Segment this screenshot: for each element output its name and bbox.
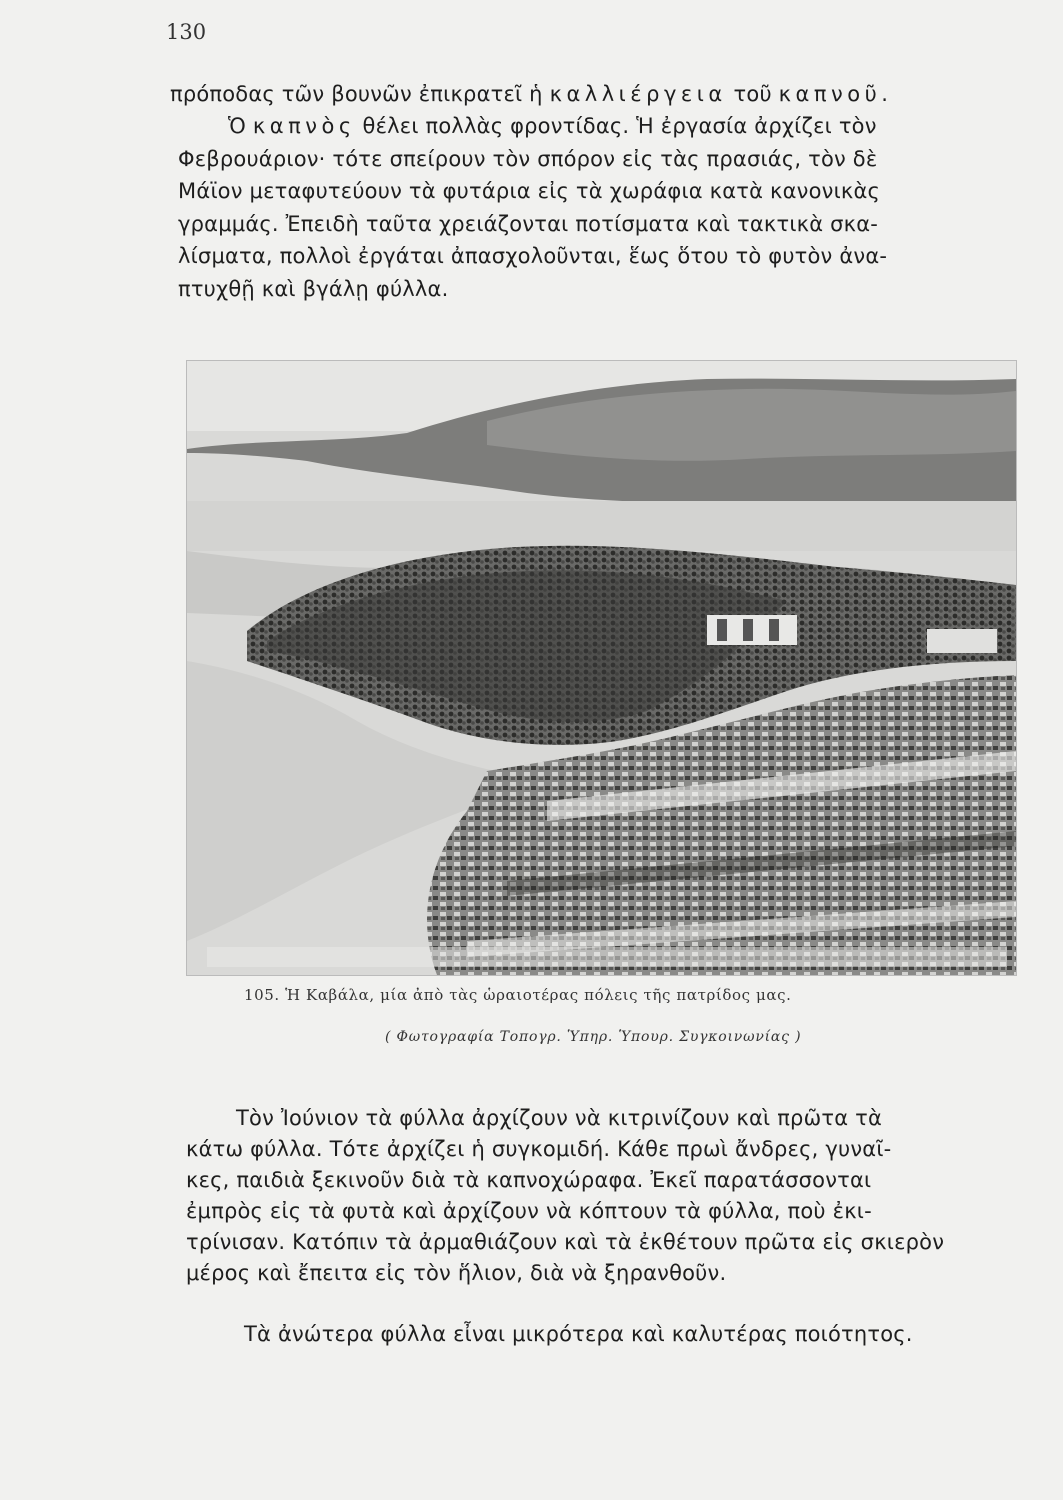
paragraph-quality <box>244 1318 913 1351</box>
text-line: κες, παιδιὰ ξεκινοῦν διὰ τὰ καπνοχώραφα. Ἐκεῖ παρατάσσονται <box>186 1168 872 1192</box>
paragraph-harvest <box>186 1103 944 1289</box>
text-line: πτυχθῇ καὶ βγάλῃ φύλλα. <box>178 276 449 301</box>
text-line: Μάϊον μεταφυτεύουν τὰ φυτάρια εἰς τὰ χωράφια κατὰ κανονικὰς <box>178 179 881 203</box>
text-line: ἐμπρὸς εἰς τὰ φυτὰ καὶ ἀρχίζουν νὰ κόπτουν τὰ φύλλα, ποὺ ἐκι- <box>186 1199 872 1223</box>
text-line: λίσματα, πολλοὶ ἐργάται ἀπασχολοῦνται, ἕως ὅτου τὸ φυτὸν ἀνα- <box>178 244 888 268</box>
text-line: πρόποδας τῶν βουνῶν ἐπικρατεῖ ἡ καλλιέργεια τοῦ καπνοῦ. <box>170 82 893 106</box>
page-number: 130 <box>166 20 207 44</box>
kavala-photo <box>186 360 1017 976</box>
figure-caption: 105. Ἡ Καβάλα, μία ἀπὸ τὰς ὡραιοτέρας πόλεις τῆς πατρίδος μας. <box>244 986 792 1004</box>
text-line: Τὰ ἀνώτερα φύλλα εἶναι μικρότερα καὶ καλυτέρας ποιότητος. <box>244 1322 913 1346</box>
kavala-aerial-illustration <box>187 361 1016 975</box>
photo-credit: ( Φωτογραφία Τοπογρ. Ὑπηρ. Ὑπουρ. Συγκοινωνίας ) <box>385 1029 802 1045</box>
text-line: Ὁ καπνὸς θέλει πολλὰς φροντίδας. Ἡ ἐργασία ἀρχίζει τὸν <box>228 114 877 138</box>
text-line: γραμμάς. Ἐπειδὴ ταῦτα χρειάζονται ποτίσματα καὶ τακτικὰ σκα- <box>178 211 879 236</box>
text-line: μέρος καὶ ἔπειτα εἰς τὸν ἥλιον, διὰ νὰ ξηρανθοῦν. <box>186 1261 727 1285</box>
paragraph-tobacco-care <box>178 110 887 305</box>
paragraph-intro <box>170 78 892 111</box>
text-line: Τὸν Ἰούνιον τὰ φύλλα ἀρχίζουν νὰ κιτρινίζουν καὶ πρῶτα τὰ <box>236 1106 883 1130</box>
text-line: τρίνισαν. Κατόπιν τὰ ἀρμαθιάζουν καὶ τὰ ἐκθέτουν πρῶτα εἰς σκιερὸν <box>186 1230 945 1254</box>
text-line: κάτω φύλλα. Τότε ἀρχίζει ἡ συγκομιδή. Κάθε πρωὶ ἄνδρες, γυναῖ- <box>186 1137 892 1161</box>
text-line: Φεβρουάριον· τότε σπείρουν τὸν σπόρον εἰς τὰς πρασιάς, τὸν δὲ <box>178 146 878 171</box>
